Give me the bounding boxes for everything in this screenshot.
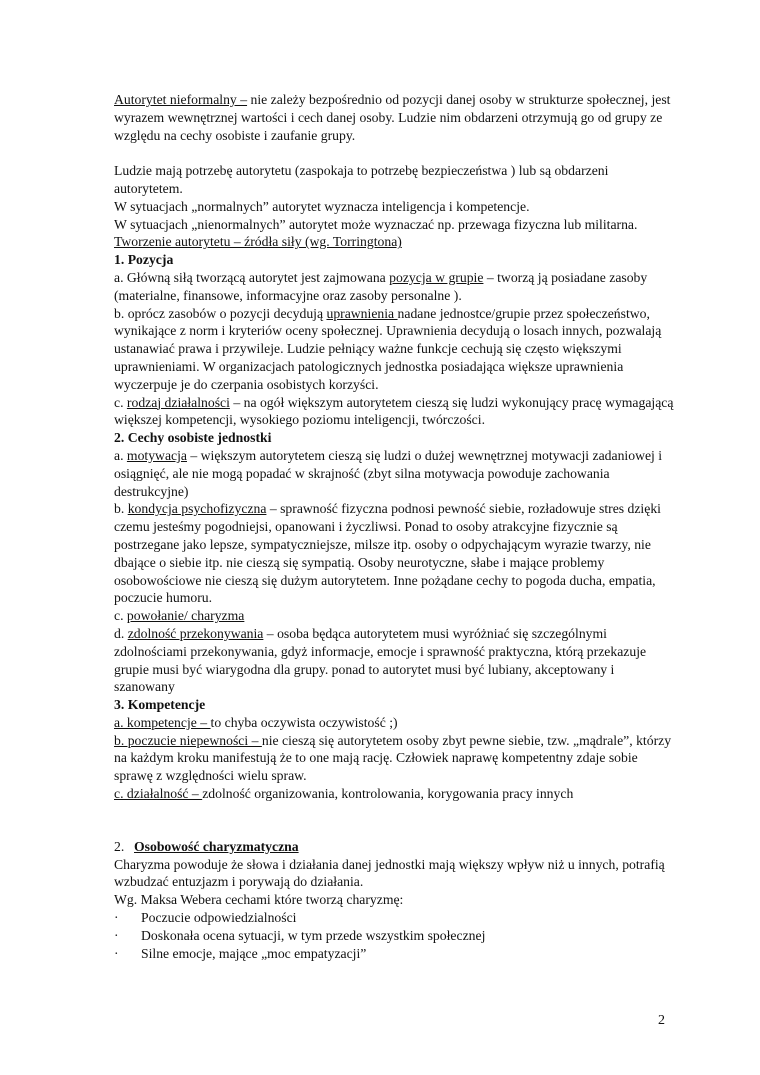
item-text: zdolność organizowania, kontrolowania, korygowania pracy innych <box>202 786 574 802</box>
item-text: b. oprócz zasobów o pozycji decydują <box>114 305 327 321</box>
list-item-text: Silne emocje, mające „moc empatyzacji” <box>141 945 367 961</box>
heading-charisma-text: Osobowość charyzmatyczna <box>134 838 299 854</box>
heading-charisma <box>114 838 674 856</box>
term-informal-authority: Autorytet nieformalny – <box>114 92 248 107</box>
item-1b <box>114 305 674 394</box>
page-number: 2 <box>658 1013 665 1028</box>
item-text: – na ogół większym autorytetem cieszą się ludzi wykonujący pracę wymagającą większej kompetencji, wysokiego poziomu inteligencji, twórczości. <box>114 394 674 428</box>
item-text: – większym autorytetem cieszą się ludzi o dużej wewnętrznej motywacji zadaniowej i osiągnięć, ale nie mogą popadać w skrajność (zbyt silna motywacja powoduje zachowania destrukcyjne) <box>114 447 663 499</box>
item-term: rodzaj działalności <box>126 394 230 410</box>
paragraph-normal-situations: W sytuacjach „normalnych” autorytet wyznacza inteligencja i kompetencje. <box>114 198 530 214</box>
item-term: uprawnienia <box>326 305 398 321</box>
item-text: – tworzą ją posiadane zasoby (materialne, finansowe, informacyjne oraz zasoby personalne ). <box>114 269 648 303</box>
paragraph-weber: Wg. Maksa Webera cechami które tworzą charyzmę: <box>114 892 404 908</box>
paragraph-informal-authority <box>114 91 674 144</box>
item-2a <box>114 447 674 500</box>
section-title-personal: 2. Cechy osobiste jednostki <box>114 430 272 446</box>
paragraph-need-authority: Ludzie mają potrzebę autorytetu (zaspokaja to potrzebę bezpieczeństwa ) lub są obdarzeni autorytetem. <box>114 163 609 196</box>
item-1a <box>114 269 674 305</box>
item-2c <box>114 607 674 625</box>
spacer <box>114 144 674 162</box>
document-page <box>114 91 674 962</box>
item-term: a. kompetencje – <box>114 714 211 730</box>
item-term: c. działalność – <box>114 786 203 802</box>
list-item <box>114 945 674 963</box>
item-term: pozycja w grupie <box>389 269 484 285</box>
item-term: kondycja psychofizyczna <box>127 501 267 517</box>
heading-sources <box>114 233 674 251</box>
bullet-icon: · <box>114 927 119 943</box>
item-2b <box>114 500 674 607</box>
item-text: – osoba będąca autorytetem musi wyróżniać się szczególnymi zdolnościami przekonywania, gdyż informacje, emocje i sprawność praktyczna, którą przekazuje grupie musi być wiarygodna dla grupy. ponad to autorytet musi być lubiany, akceptowany i szanowany <box>114 625 647 695</box>
list-item <box>114 909 674 927</box>
item-term: b. poczucie niepewności – <box>114 732 262 748</box>
list-item-text: Doskonała ocena sytuacji, w tym przede wszystkim społecznej <box>141 927 486 943</box>
item-term: powołanie/ charyzma <box>126 608 245 624</box>
item-3c <box>114 785 674 803</box>
item-3b <box>114 732 674 785</box>
item-1c <box>114 394 674 430</box>
item-2d <box>114 625 674 696</box>
item-term: zdolność przekonywania <box>127 625 264 641</box>
item-text: a. <box>114 447 127 463</box>
item-term: motywacja <box>126 447 187 463</box>
item-text: d. <box>114 625 128 641</box>
paragraph-abnormal-situations: W sytuacjach „nienormalnych” autorytet może wyznaczać np. przewaga fizyczna lub militarna. <box>114 216 638 232</box>
item-text: c. <box>114 394 127 410</box>
item-text: to chyba oczywista oczywistość ;) <box>210 714 398 730</box>
heading-number: 2. <box>114 838 125 854</box>
spacer <box>114 803 674 838</box>
paragraph-charisma: Charyzma powoduje że słowa i działania danej jednostki mają większy wpływ niż u innych, potrafią wzbudzać entuzjazm i porywają do działania. <box>114 856 665 890</box>
bullet-icon: · <box>114 945 119 961</box>
heading-sources-text: Tworzenie autorytetu – źródła siły (wg. Torringtona) <box>114 234 402 250</box>
item-text: b. <box>114 501 128 517</box>
section-title-competence: 3. Kompetencje <box>114 697 206 713</box>
bullet-icon: · <box>114 910 119 926</box>
paragraph-text: nie zależy bezpośrednio od pozycji danej osoby w strukturze społecznej, jest wyrazem wewnętrznej wartości i cech danej osoby. Ludzie nim obdarzeni otrzymują go od grupy ze względu na cechy osobiste i zaufanie grupy. <box>114 92 671 143</box>
item-text: c. <box>114 608 127 624</box>
list-item <box>114 927 674 945</box>
section-title-position: 1. Pozycja <box>114 252 174 268</box>
item-text: a. Główną siłą tworzącą autorytet jest zajmowana <box>114 269 390 285</box>
item-text: nadane jednostce/grupie przez społeczeństwo, wynikające z norm i kryteriów oceny społecznej. Uprawnienia decydują o losach innych, pozwalają ustanawiać prawa i przywileje. Ludzie pełniący ważne funkcje cechują się często większymi uprawnieniami. W organizacjach patologicznych jednostka posiadająca większe uprawnienia wyczerpuje je do czerpania osobistych korzyści. <box>114 305 662 392</box>
item-3a <box>114 714 674 732</box>
list-item-text: Poczucie odpowiedzialności <box>141 910 297 926</box>
item-text: – sprawność fizyczna podnosi pewność siebie, rozładowuje stres dzięki czemu jesteśmy pogodniejsi, opanowani i życzliwsi. Ponad to osoby atrakcyjne fizycznie są postrzegane jako lepsze, sympatyczniejsze, milsze itp. osoby o odpychającym wyrazie twarzy, nie dbające o siebie itp. nie cieszą się sympatią. Osoby neurotyczne, słabe i mające problemy osobowościowe nie cieszą się dużym autorytetem. Inne pożądane cechy to pogoda ducha, empatia, poczucie humoru. <box>114 501 661 606</box>
item-text: nie cieszą się autorytetem osoby zbyt pewne siebie, tzw. „mądrale”, którzy na każdym kroku manifestują że to one mają rację. Człowiek naprawę kompetentny zdaje sobie sprawę z względności wielu spraw. <box>114 732 672 784</box>
